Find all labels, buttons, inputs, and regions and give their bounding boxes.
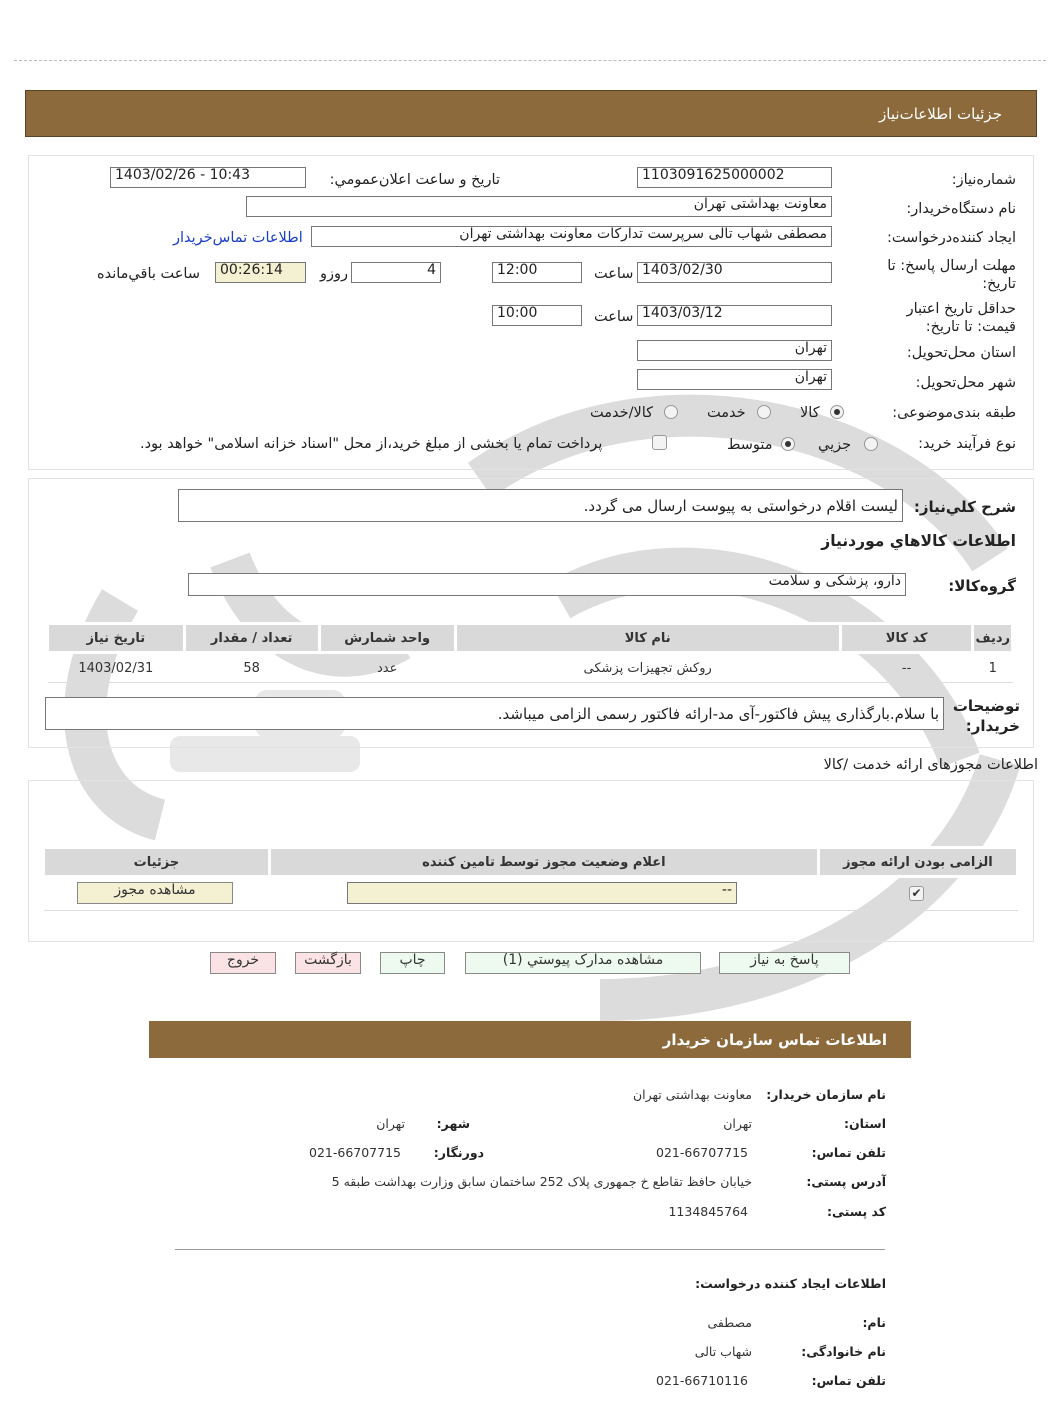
contact-org-label: نام سازمان خريدار: — [766, 1087, 886, 1102]
contact-phone-label: تلفن تماس: — [811, 1145, 886, 1160]
creator-phone-label: تلفن تماس: — [811, 1373, 886, 1388]
table-row — [48, 653, 1013, 683]
items-table — [46, 622, 1014, 683]
creator-phone-value: 021-66710116 — [656, 1373, 748, 1388]
validity-date-field: 1403/03/12 — [637, 305, 832, 326]
contact-address-label: آدرس پستی: — [806, 1174, 886, 1189]
description-label: شرح کلي‌نياز: — [913, 498, 1016, 516]
permits-table-header — [44, 848, 1018, 877]
remaining-label: ساعت باقي‌مانده — [97, 266, 200, 282]
contact-postal-label: کد پستی: — [826, 1204, 886, 1219]
attachments-button[interactable]: مشاهده مدارک پيوستي (1) — [465, 952, 701, 974]
items-table-header — [48, 624, 1013, 653]
creator-info-title: اطلاعات ايجاد کننده درخواست: — [695, 1276, 886, 1291]
treasury-payment-checkbox[interactable] — [652, 435, 667, 450]
contact-header-bar — [149, 1021, 911, 1058]
creator-name-label: نام: — [862, 1315, 886, 1330]
city-label: شهر محل‌تحويل: — [915, 375, 1016, 391]
view-permit-button[interactable]: مشاهده مجوز — [77, 882, 233, 904]
goods-group-field: دارو، پزشکی و سلامت — [188, 573, 906, 596]
validity-label — [866, 300, 1016, 336]
payment-note: پرداخت تمام يا بخشی از مبلغ خريد،از محل "اسناد خزانه اسلامی" خواهد بود. — [140, 436, 603, 452]
buyer-contact-link[interactable]: اطلاعات تماس‌خريدار — [173, 230, 303, 246]
creator-name-value: مصطفی — [707, 1315, 752, 1330]
deadline-time-field: 12:00 — [492, 262, 582, 283]
creator-field: مصطفی شهاب تالی سرپرست تدارکات معاونت بهداشتی تهران — [311, 226, 832, 247]
category-option-service: خدمت — [707, 405, 746, 421]
creator-label: ايجاد کننده‌درخواست: — [887, 230, 1016, 246]
back-button[interactable]: بازگشت — [295, 952, 361, 974]
contact-divider — [175, 1249, 885, 1250]
cell-qty: 58 — [184, 653, 319, 683]
col-unit: واحد شمارش — [319, 624, 455, 653]
days-label: روزو — [320, 266, 349, 282]
announce-label: تاريخ و ساعت اعلان‌عمومي: — [329, 172, 500, 188]
permit-status-field: -- — [347, 882, 737, 904]
contact-fax-label: دورنگار: — [433, 1145, 484, 1160]
col-qty: تعداد / مقدار — [184, 624, 319, 653]
description-field: ليست اقلام درخواستی به پيوست ارسال می گردد. — [178, 489, 903, 522]
category-label: طبقه بندی‌موضوعی: — [892, 405, 1016, 421]
contact-org-value: معاونت بهداشتی تهران — [632, 1087, 752, 1102]
remaining-time-field: 00:26:14 — [215, 262, 306, 283]
print-button[interactable]: چاپ — [380, 952, 445, 974]
validity-label-text: حداقل تاريخ اعتبار قيمت: تا تاريخ: — [906, 301, 1016, 335]
validity-time-label: ساعت — [594, 309, 634, 325]
need-number-label: شماره‌نياز: — [951, 172, 1016, 188]
exit-button[interactable]: خروج — [210, 952, 276, 974]
cell-date: 1403/02/31 — [48, 653, 185, 683]
deadline-date-field: 1403/02/30 — [637, 262, 832, 283]
buyer-notes-label — [950, 696, 1020, 736]
validity-time-field: 10:00 — [492, 305, 582, 326]
col-permit-required: الزامی بودن ارائه مجوز — [818, 848, 1017, 877]
deadline-label — [886, 257, 1016, 293]
cell-unit: عدد — [319, 653, 455, 683]
contact-title: اطلاعات تماس سازمان خريدار — [662, 1031, 887, 1049]
days-field: 4 — [351, 262, 441, 283]
contact-address-value: خيابان حافظ تقاطع خ جمهوری پلاک 252 ساختمان سابق وزارت بهداشت طبقه 5 — [331, 1174, 752, 1189]
purchase-radio-minor[interactable] — [864, 437, 878, 451]
purchase-option-medium: متوسط — [727, 437, 773, 453]
buyer-org-label: نام دستگاه‌خريدار: — [906, 201, 1016, 217]
buyer-org-field: معاونت بهداشتی تهران — [246, 196, 832, 217]
col-name: نام کالا — [455, 624, 840, 653]
contact-postal-value: 1134845764 — [668, 1204, 748, 1219]
top-divider — [14, 60, 1046, 61]
contact-phone-value: 021-66707715 — [656, 1145, 748, 1160]
province-label: استان محل‌تحويل: — [906, 345, 1016, 361]
contact-province-value: تهران — [723, 1116, 752, 1131]
header-bar — [25, 90, 1037, 137]
city-field: تهران — [637, 369, 832, 390]
category-radio-service[interactable] — [757, 405, 771, 419]
goods-info-title: اطلاعات کالاهاي موردنياز — [821, 532, 1016, 550]
contact-province-label: استان: — [843, 1116, 886, 1131]
category-radio-goods[interactable] — [830, 405, 844, 419]
col-row: رديف — [973, 624, 1013, 653]
permit-required-checkbox: ✔ — [909, 886, 924, 901]
purchase-option-minor: جزيي — [818, 437, 852, 453]
category-option-both: کالا/خدمت — [590, 405, 654, 421]
permits-title: اطلاعات مجوزهای ارائه خدمت /کالا — [823, 757, 1038, 773]
col-date: تاريخ نياز — [48, 624, 185, 653]
province-field: تهران — [637, 340, 832, 361]
creator-family-value: شهاب تالی — [694, 1344, 752, 1359]
contact-city-label: شهر: — [436, 1116, 470, 1131]
deadline-time-label: ساعت — [594, 266, 634, 282]
contact-fax-value: 021-66707715 — [309, 1145, 401, 1160]
creator-family-label: نام خانوادگی: — [801, 1344, 886, 1359]
cell-code: -- — [840, 653, 973, 683]
deadline-label-text: مهلت ارسال پاسخ: تا تاريخ: — [887, 258, 1016, 292]
col-permit-details: جزئيات — [44, 848, 270, 877]
buyer-notes-field: با سلام.بارگذاری پيش فاکتور-آی مد-ارائه فاکتور رسمی الزامی ميباشد. — [45, 697, 944, 730]
cell-row: 1 — [973, 653, 1013, 683]
goods-group-label: گروه‌کالا: — [948, 577, 1016, 595]
category-radio-both[interactable] — [664, 405, 678, 419]
purchase-radio-medium[interactable] — [781, 437, 795, 451]
buyer-notes-label-text: توضيحات خريدار: — [952, 697, 1020, 735]
category-option-goods: کالا — [800, 405, 820, 421]
col-permit-status: اعلام وضعيت مجوز توسط تامين کننده — [269, 848, 818, 877]
need-number-field: 1103091625000002 — [637, 167, 832, 188]
contact-city-value: تهران — [376, 1116, 405, 1131]
col-code: کد کالا — [840, 624, 973, 653]
reply-button[interactable]: پاسخ به نياز — [719, 952, 850, 974]
cell-name: روکش تجهيزات پزشکی — [455, 653, 840, 683]
page-title: جزئيات اطلاعات‌نياز — [879, 105, 1002, 123]
purchase-type-label: نوع فرآيند خريد: — [918, 436, 1016, 452]
announce-field: 1403/02/26 - 10:43 — [110, 167, 306, 188]
